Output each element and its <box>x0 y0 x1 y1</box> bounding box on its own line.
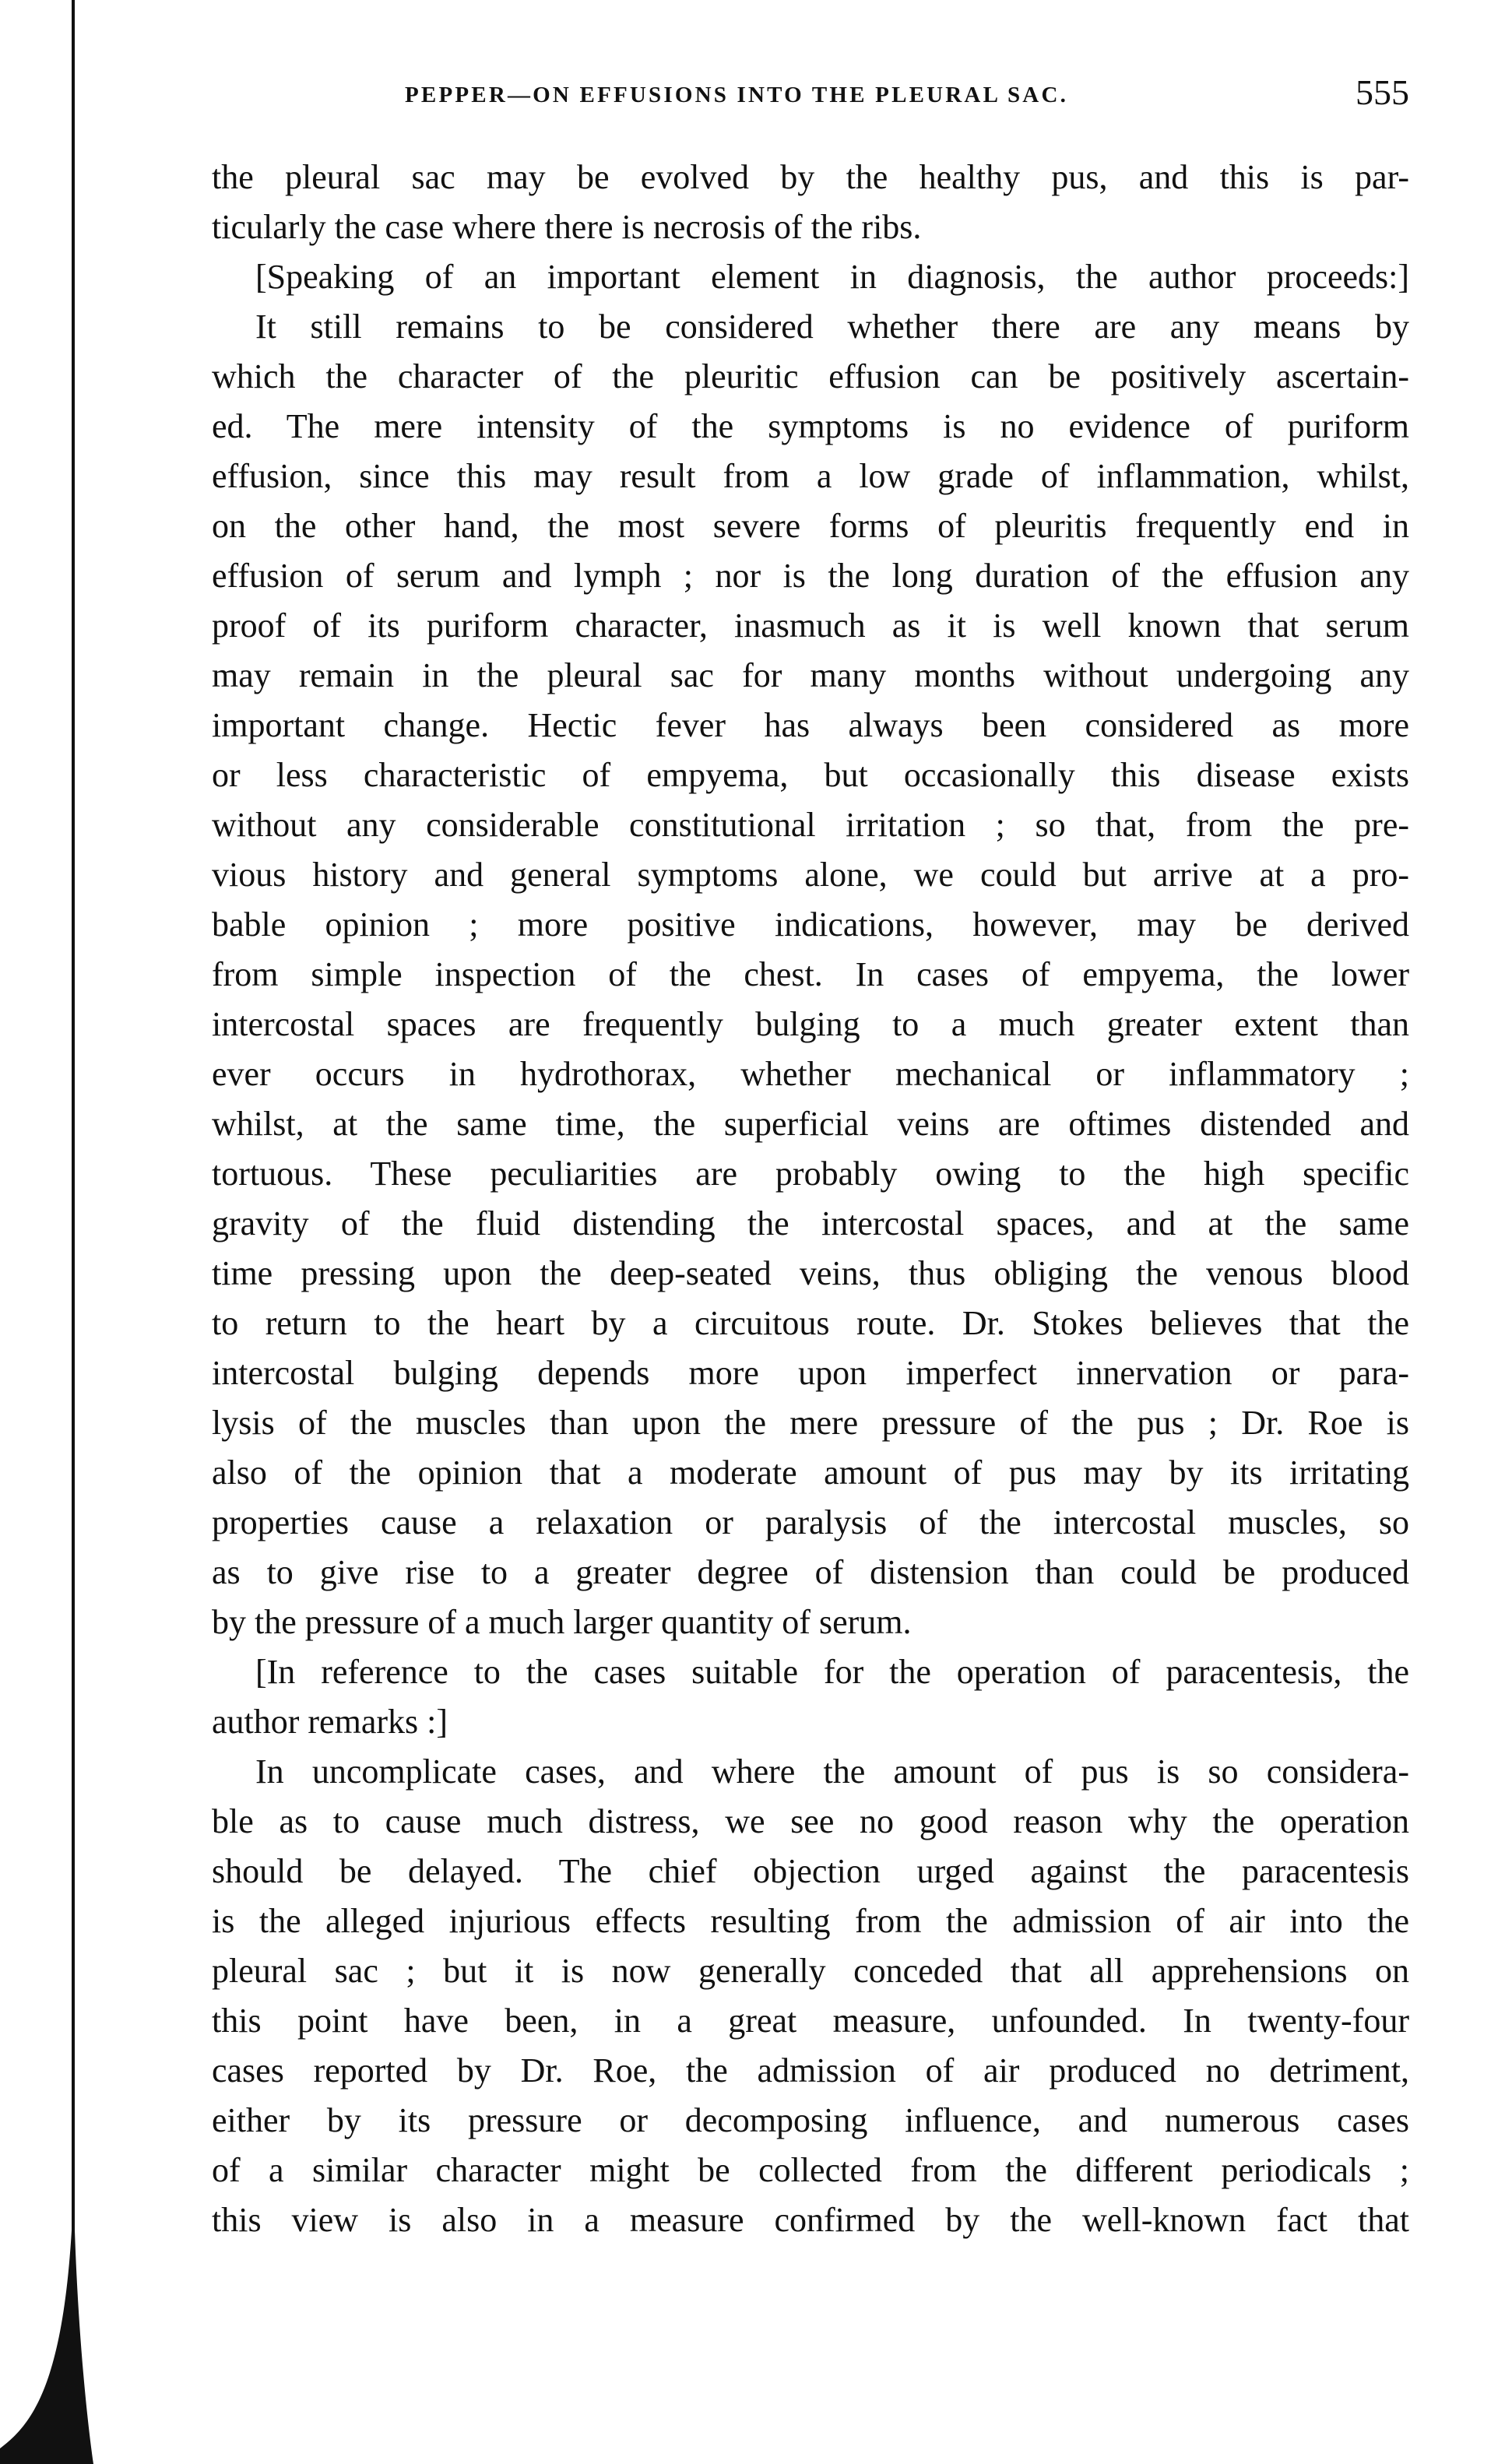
text-line: It still remains to be considered whether there are any means by <box>255 308 1409 346</box>
text-line: effusion of serum and lymph ; nor is the long duration of the effusion any <box>212 557 1409 595</box>
text-line: ble as to cause much distress, we see no good reason why the operation <box>212 1802 1409 1840</box>
text-line: pleural sac ; but it is now generally conceded that all apprehensions on <box>212 1952 1409 1990</box>
text-line: intercostal bulging depends more upon imperfect innervation or para- <box>212 1354 1409 1392</box>
text-line: tortuous. These peculiarities are probably owing to the high specific <box>212 1155 1409 1193</box>
text-line: by the pressure of a much larger quantity of serum. <box>212 1603 912 1641</box>
text-line: cases reported by Dr. Roe, the admission of air produced no detriment, <box>212 2051 1409 2090</box>
text-line: should be delayed. The chief objection urged against the paracentesis <box>212 1852 1409 1890</box>
text-line: the pleural sac may be evolved by the healthy pus, and this is par- <box>212 158 1409 196</box>
text-line: time pressing upon the deep-seated veins, thus obliging the venous blood <box>212 1254 1409 1292</box>
running-head <box>210 69 1409 123</box>
body-text <box>212 153 1409 2245</box>
text-line: vious history and general symptoms alone, we could but arrive at a pro- <box>212 856 1409 894</box>
page-binding-edge <box>0 0 93 2464</box>
text-line: or less characteristic of empyema, but occasionally this disease exists <box>212 756 1409 794</box>
text-line: lysis of the muscles than upon the mere pressure of the pus ; Dr. Roe is <box>212 1404 1409 1442</box>
running-title: PEPPER—ON EFFUSIONS INTO THE PLEURAL SAC. <box>405 83 1069 107</box>
text-line: without any considerable constitutional irritation ; so that, from the pre- <box>212 806 1409 844</box>
text-line: ed. The mere intensity of the symptoms is no evidence of puriform <box>212 407 1409 445</box>
text-line: In uncomplicate cases, and where the amount of pus is so considera- <box>255 1752 1409 1791</box>
text-line: gravity of the fluid distending the intercostal spaces, and at the same <box>212 1204 1409 1243</box>
text-line: [In reference to the cases suitable for the operation of paracentesis, the <box>255 1653 1409 1691</box>
text-line: this view is also in a measure confirmed by the well-known fact that <box>212 2201 1409 2239</box>
text-line: ever occurs in hydrothorax, whether mechanical or inflammatory ; <box>212 1055 1409 1093</box>
text-line: this point have been, in a great measure, unfounded. In twenty-four <box>212 2002 1409 2040</box>
text-line: effusion, since this may result from a low grade of inflammation, whilst, <box>212 457 1409 495</box>
text-line: important change. Hectic fever has always been considered as more <box>212 706 1409 744</box>
text-line: also of the opinion that a moderate amount of pus may by its irritating <box>212 1453 1409 1492</box>
binding-rule <box>72 0 75 2336</box>
text-line: [Speaking of an important element in diagnosis, the author proceeds:] <box>255 258 1409 296</box>
text-line: ticularly the case where there is necrosis of the ribs. <box>212 208 922 246</box>
text-line: to return to the heart by a circuitous route. Dr. Stokes believes that the <box>212 1304 1409 1342</box>
text-line: as to give rise to a greater degree of distension than could be produced <box>212 1553 1409 1591</box>
page-number: 555 <box>1356 72 1409 112</box>
binding-shadow-wedge <box>0 2230 93 2464</box>
text-line: bable opinion ; more positive indications, however, may be derived <box>212 905 1409 944</box>
text-line: of a similar character might be collected from the different periodicals ; <box>212 2151 1409 2189</box>
text-line: whilst, at the same time, the superficial veins are oftimes distended and <box>212 1105 1409 1143</box>
text-line: author remarks :] <box>212 1703 448 1741</box>
text-line: proof of its puriform character, inasmuch as it is well known that serum <box>212 606 1409 645</box>
text-line: may remain in the pleural sac for many months without undergoing any <box>212 656 1409 694</box>
text-line: is the alleged injurious effects resulting from the admission of air into the <box>212 1902 1409 1940</box>
text-line: from simple inspection of the chest. In cases of empyema, the lower <box>212 955 1409 993</box>
text-line: on the other hand, the most severe forms of pleuritis frequently end in <box>212 507 1409 545</box>
text-line: either by its pressure or decomposing influence, and numerous cases <box>212 2101 1409 2139</box>
text-line: properties cause a relaxation or paralysis of the intercostal muscles, so <box>212 1503 1409 1541</box>
text-line: intercostal spaces are frequently bulging to a much greater extent than <box>212 1005 1409 1043</box>
text-line: which the character of the pleuritic effusion can be positively ascertain- <box>212 357 1409 395</box>
